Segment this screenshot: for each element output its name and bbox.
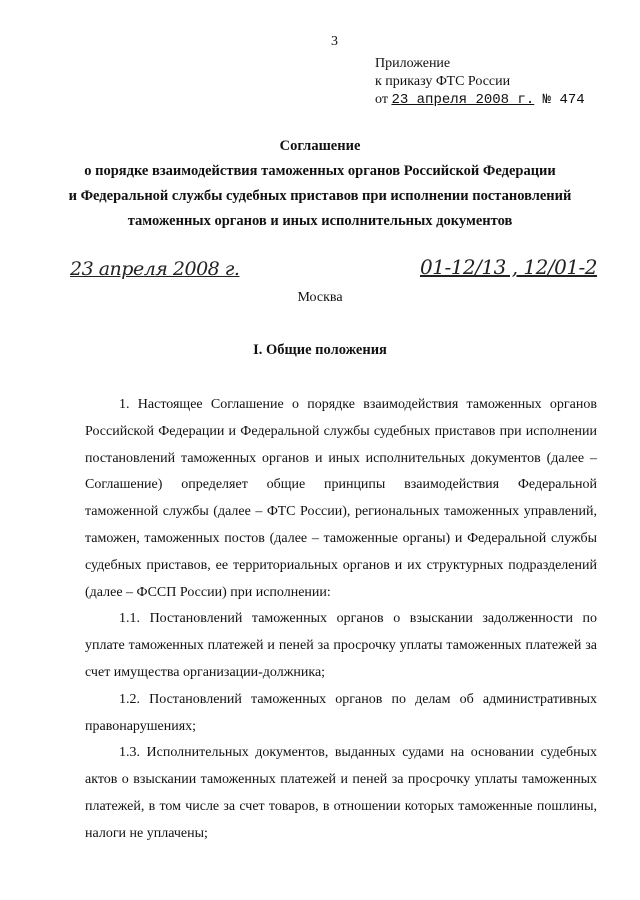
page-number: 3 xyxy=(331,34,338,49)
appendix-date: 23 апреля 2008 г. xyxy=(391,92,535,108)
paragraph-1-2: 1.2. Постановлений таможенных органов по делам об административных правонарушениях; xyxy=(85,691,597,734)
handwritten-date: 23 апреля 2008 г. xyxy=(70,258,240,280)
appendix-order: к приказу ФТС России xyxy=(375,74,511,89)
section-title: I. Общие положения xyxy=(253,342,387,358)
paragraph-1-3: 1.3. Исполнительных документов, выданных судами на основании судебных актов о взыскании таможенных платежей и пеней за просрочку уплаты таможенных платежей, в том числе за счет товаров, в отношении которых таможенные пошлины, налоги не уплачены; xyxy=(85,745,597,841)
city: Москва xyxy=(297,290,343,305)
handwritten-registration-number: 01-12/13 , 12/01-2 xyxy=(420,255,598,279)
paragraph-1: 1. Настоящее Соглашение о порядке взаимодействия таможенных органов Российской Федерации и Федеральной службы судебных приставов при исполнении постановлений таможенных органов и иных исполнительных документов (далее – Соглашение) определяет общие принципы взаимодействия Федеральной таможенной службы (далее – ФТС России), региональных таможенных управлений, таможен, таможенных постов (далее – таможенные органы) и Федеральной службы судебных приставов, ее территориальных органов и их структурных подразделений (далее – ФССП России) при исполнении: xyxy=(85,397,597,600)
appendix-header xyxy=(375,55,585,109)
appendix-label: Приложение xyxy=(375,56,451,71)
document-body xyxy=(85,392,597,848)
title-line-4: таможенных органов и иных исполнительных документов xyxy=(127,213,513,229)
title-line-2: о порядке взаимодействия таможенных органов Российской Федерации xyxy=(84,163,556,179)
appendix-number: № 474 xyxy=(534,92,585,108)
appendix-date-line xyxy=(375,91,585,109)
title-line-3: и Федеральной службы судебных приставов при исполнении постановлений xyxy=(68,188,572,204)
title-line-1: Соглашение xyxy=(279,138,361,154)
paragraph-1-1: 1.1. Постановлений таможенных органов о взыскании задолженности по уплате таможенных платежей и пеней за просрочку уплаты таможенных платежей за счет имущества организации-должника; xyxy=(85,611,597,680)
appendix-date-prefix: от xyxy=(375,92,392,107)
document-title xyxy=(40,134,600,234)
